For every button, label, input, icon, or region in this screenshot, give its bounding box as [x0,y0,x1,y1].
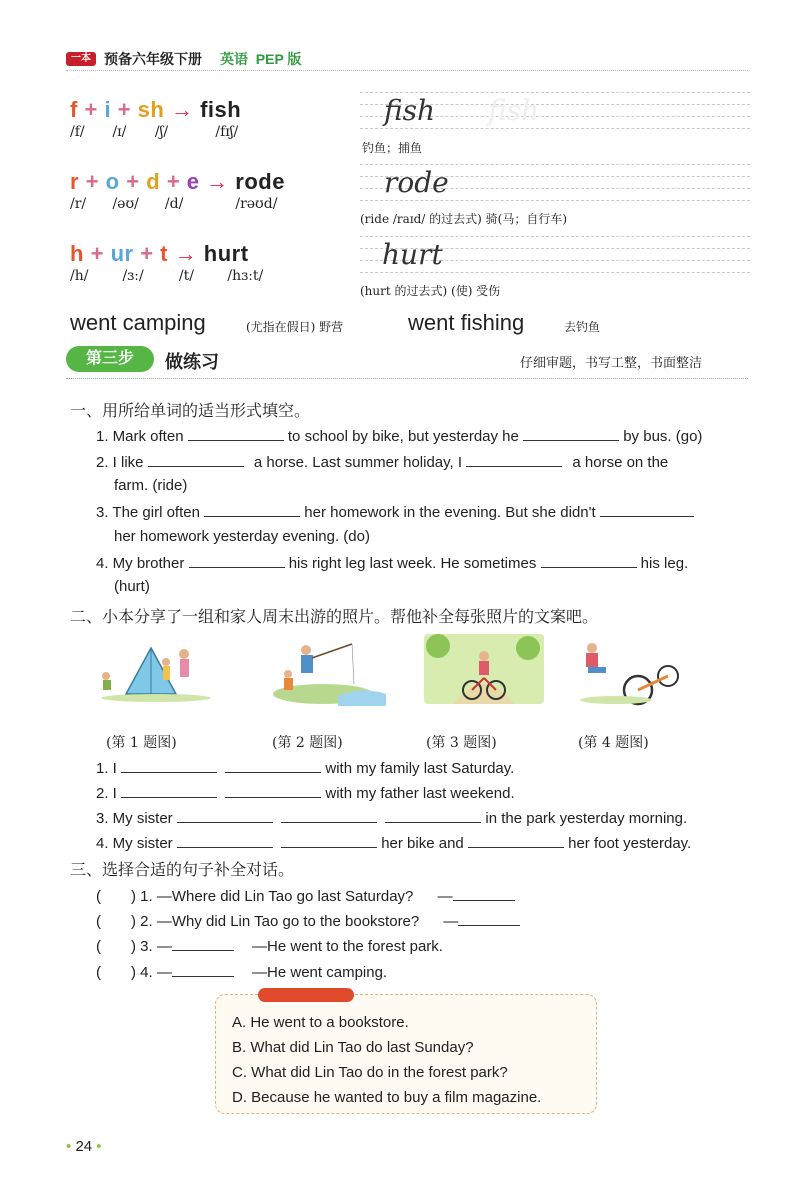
question-number: 3. [140,938,153,955]
question-text: 1. Mark often [96,428,184,445]
phrase-went-camping: went camping [70,310,206,335]
subject-label: 英语 [220,51,248,67]
answer-blank[interactable] [225,758,321,773]
question-text: 3. My sister [96,810,173,827]
question-text: to school by bike, but yesterday he [287,428,519,445]
response-text: —He went camping. [252,964,388,981]
question-text: 2. I [96,785,117,802]
step-title: 做练习 [165,352,219,372]
phonics-letter: r [70,169,80,194]
question-number: 1. [140,888,153,905]
handwritten-word: hurt [382,238,443,271]
answer-blank[interactable] [204,502,300,517]
question-text: 4. My sister [96,835,173,852]
question-text: 4. My brother [96,555,185,572]
question-text: —Where did Lin Tao go last Saturday? [156,888,414,905]
s3-question-4 [96,962,387,982]
s3-question-1 [96,886,515,906]
question-text: her bike and [381,835,464,852]
ipa-word: /rəʊd/ [235,196,278,212]
phonics-letter: h [70,241,84,266]
answer-blank[interactable] [189,553,285,568]
option-c: C. What did Lin Tao do in the forest park? [232,1064,508,1081]
answer-blank[interactable] [172,936,234,951]
answer-blank[interactable] [188,426,284,441]
step-tip: 仔细审题，书写工整，书面整洁 [520,356,703,371]
series-logo-badge: 一本 [66,52,96,66]
phonics-letter: ur [110,241,134,266]
s3-question-2 [96,911,520,931]
phonics-letter: o [105,169,120,194]
dot-icon: • [96,1138,102,1155]
answer-blank[interactable] [458,911,520,926]
ipa-word: /hɜːt/ [227,268,264,284]
phonics-letter: i [104,97,112,122]
phonics-word: hurt [203,241,249,266]
phonics-word: rode [235,169,285,194]
ipa-part: /ʃ/ [154,124,169,140]
phonics-row-fish: f + i + sh → fish [70,97,242,122]
response-dash: — [443,913,459,930]
answer-blank[interactable] [177,833,273,848]
question-text: a horse on the [572,454,669,471]
section-3-title: 三、选择合适的句子补全对话。 [70,862,295,879]
answer-blank[interactable] [466,452,562,467]
question-text: — [156,938,172,955]
ipa-part: /ɜː/ [122,268,144,284]
question-text: — [156,964,172,981]
s2-question-1 [96,758,514,778]
handwritten-word: rode [384,166,449,199]
answer-blank[interactable] [523,426,619,441]
answer-blank[interactable] [468,833,564,848]
phonics-letter: e [186,169,200,194]
answer-blank[interactable] [453,886,515,901]
camping-picture [96,636,216,706]
phrase-went-fishing: went fishing [408,310,525,335]
word-gloss: 钓鱼；捕鱼 [362,141,423,155]
picture-caption: (第 2 题图) [272,735,343,751]
ipa-part: /f/ [70,124,85,140]
question-number: 2. [140,913,153,930]
fallen-bike-picture [576,636,696,706]
question-text: 3. The girl often [96,504,200,521]
subject-edition [220,49,301,69]
phrase-gloss: (尤指在假日) 野营 [246,320,344,334]
ipa-part: /h/ [70,268,89,284]
fishing-picture [268,636,388,706]
question-text: her foot yesterday. [568,835,692,852]
book-title: 预备六年级下册 [104,51,202,67]
ipa-part: /ɪ/ [112,124,127,140]
question-text: a horse. Last summer holiday, I [253,454,463,471]
step-divider [66,378,748,379]
phonics-ipa-rode [70,196,277,212]
page-number-value: 24 [75,1138,93,1155]
answer-blank[interactable] [600,502,694,517]
s2-question-2 [96,783,515,803]
ipa-word: /fɪʃ/ [215,124,239,140]
answer-blank[interactable] [177,808,273,823]
picture-caption: (第 1 题图) [106,735,177,751]
answer-blank[interactable] [281,808,377,823]
option-b: B. What did Lin Tao do last Sunday? [232,1039,474,1056]
picture-caption: (第 4 题图) [578,735,649,751]
phonics-letter: t [160,241,168,266]
s1-question-3 [96,502,694,522]
answer-blank[interactable] [121,783,217,798]
option-d: D. Because he wanted to buy a film magazine. [232,1089,542,1106]
s1-question-4 [96,553,688,573]
s3-question-3 [96,936,443,956]
word-gloss: (ride /raɪd/ 的过去式) 骑(马；自行车) [360,212,568,226]
step-badge: 第三步 [66,346,154,372]
question-text: 2. I like [96,454,144,471]
answer-blank[interactable] [541,553,637,568]
question-text: with my father last weekend. [325,785,515,802]
question-text: (hurt) [114,578,150,595]
header-divider [66,70,748,71]
question-text: 1. I [96,760,117,777]
arrow-right-icon: → [206,169,229,194]
page-number [66,1138,102,1155]
dot-icon: • [66,1138,72,1155]
question-number: 4. [140,964,153,981]
edition-label: PEP 版 [255,51,302,67]
question-text: in the park yesterday morning. [485,810,688,827]
question-text: her homework in the evening. But she didn't [304,504,596,521]
s2-question-4 [96,833,691,853]
answer-bracket[interactable]: ( ) [96,913,136,930]
word-gloss: (hurt 的过去式) (使) 受伤 [360,284,501,298]
option-a: A. He went to a bookstore. [232,1014,409,1031]
phonics-row-rode: r + o + d + e → rode [70,169,285,194]
response-text: —He went to the forest park. [252,938,443,955]
answer-blank[interactable] [172,962,234,977]
question-text: farm. (ride) [114,477,188,494]
phonics-letter: d [146,169,161,194]
picture-caption: (第 3 题图) [426,735,497,751]
handwritten-word: fish [384,94,436,127]
question-text: with my family last Saturday. [325,760,515,777]
phonics-letter: f [70,97,78,122]
ipa-part: /d/ [164,196,184,212]
answer-blank[interactable] [281,833,377,848]
phrase-gloss: 去钓鱼 [564,320,601,334]
ipa-part: /t/ [178,268,194,284]
question-text: his leg. [640,555,689,572]
ipa-part: /r/ [70,196,87,212]
section-1-title: 一、用所给单词的适当形式填空。 [70,403,311,420]
s1-question-2 [96,452,668,472]
answer-bracket[interactable]: ( ) [96,888,136,905]
phonics-row-hurt: h + ur + t → hurt [70,241,249,266]
section-2-title: 二、小本分享了一组和家人周末出游的照片。帮他补全每张照片的文案吧。 [70,609,599,626]
trace-word: fish [488,94,540,127]
options-box-ribbon [258,988,354,1002]
response-dash: — [437,888,453,905]
s2-question-3 [96,808,687,828]
arrow-right-icon: → [170,97,194,122]
question-text: her homework yesterday evening. (do) [114,528,370,545]
answer-bracket[interactable]: ( ) [96,938,136,955]
ipa-part: /əʊ/ [112,196,139,212]
question-text: —Why did Lin Tao go to the bookstore? [156,913,420,930]
answer-bracket[interactable]: ( ) [96,964,136,981]
phonics-ipa-fish [70,124,238,140]
answer-blank[interactable] [385,808,481,823]
answer-blank[interactable] [121,758,217,773]
phonics-letter: sh [137,97,165,122]
question-text: his right leg last week. He sometimes [288,555,537,572]
phonics-word: fish [200,97,242,122]
phonics-ipa-hurt [70,268,263,284]
answer-blank[interactable] [225,783,321,798]
answer-blank[interactable] [148,452,244,467]
arrow-right-icon: → [174,241,198,266]
s1-question-1 [96,426,702,446]
question-text: by bus. (go) [623,428,703,445]
bike-riding-picture [424,634,544,704]
